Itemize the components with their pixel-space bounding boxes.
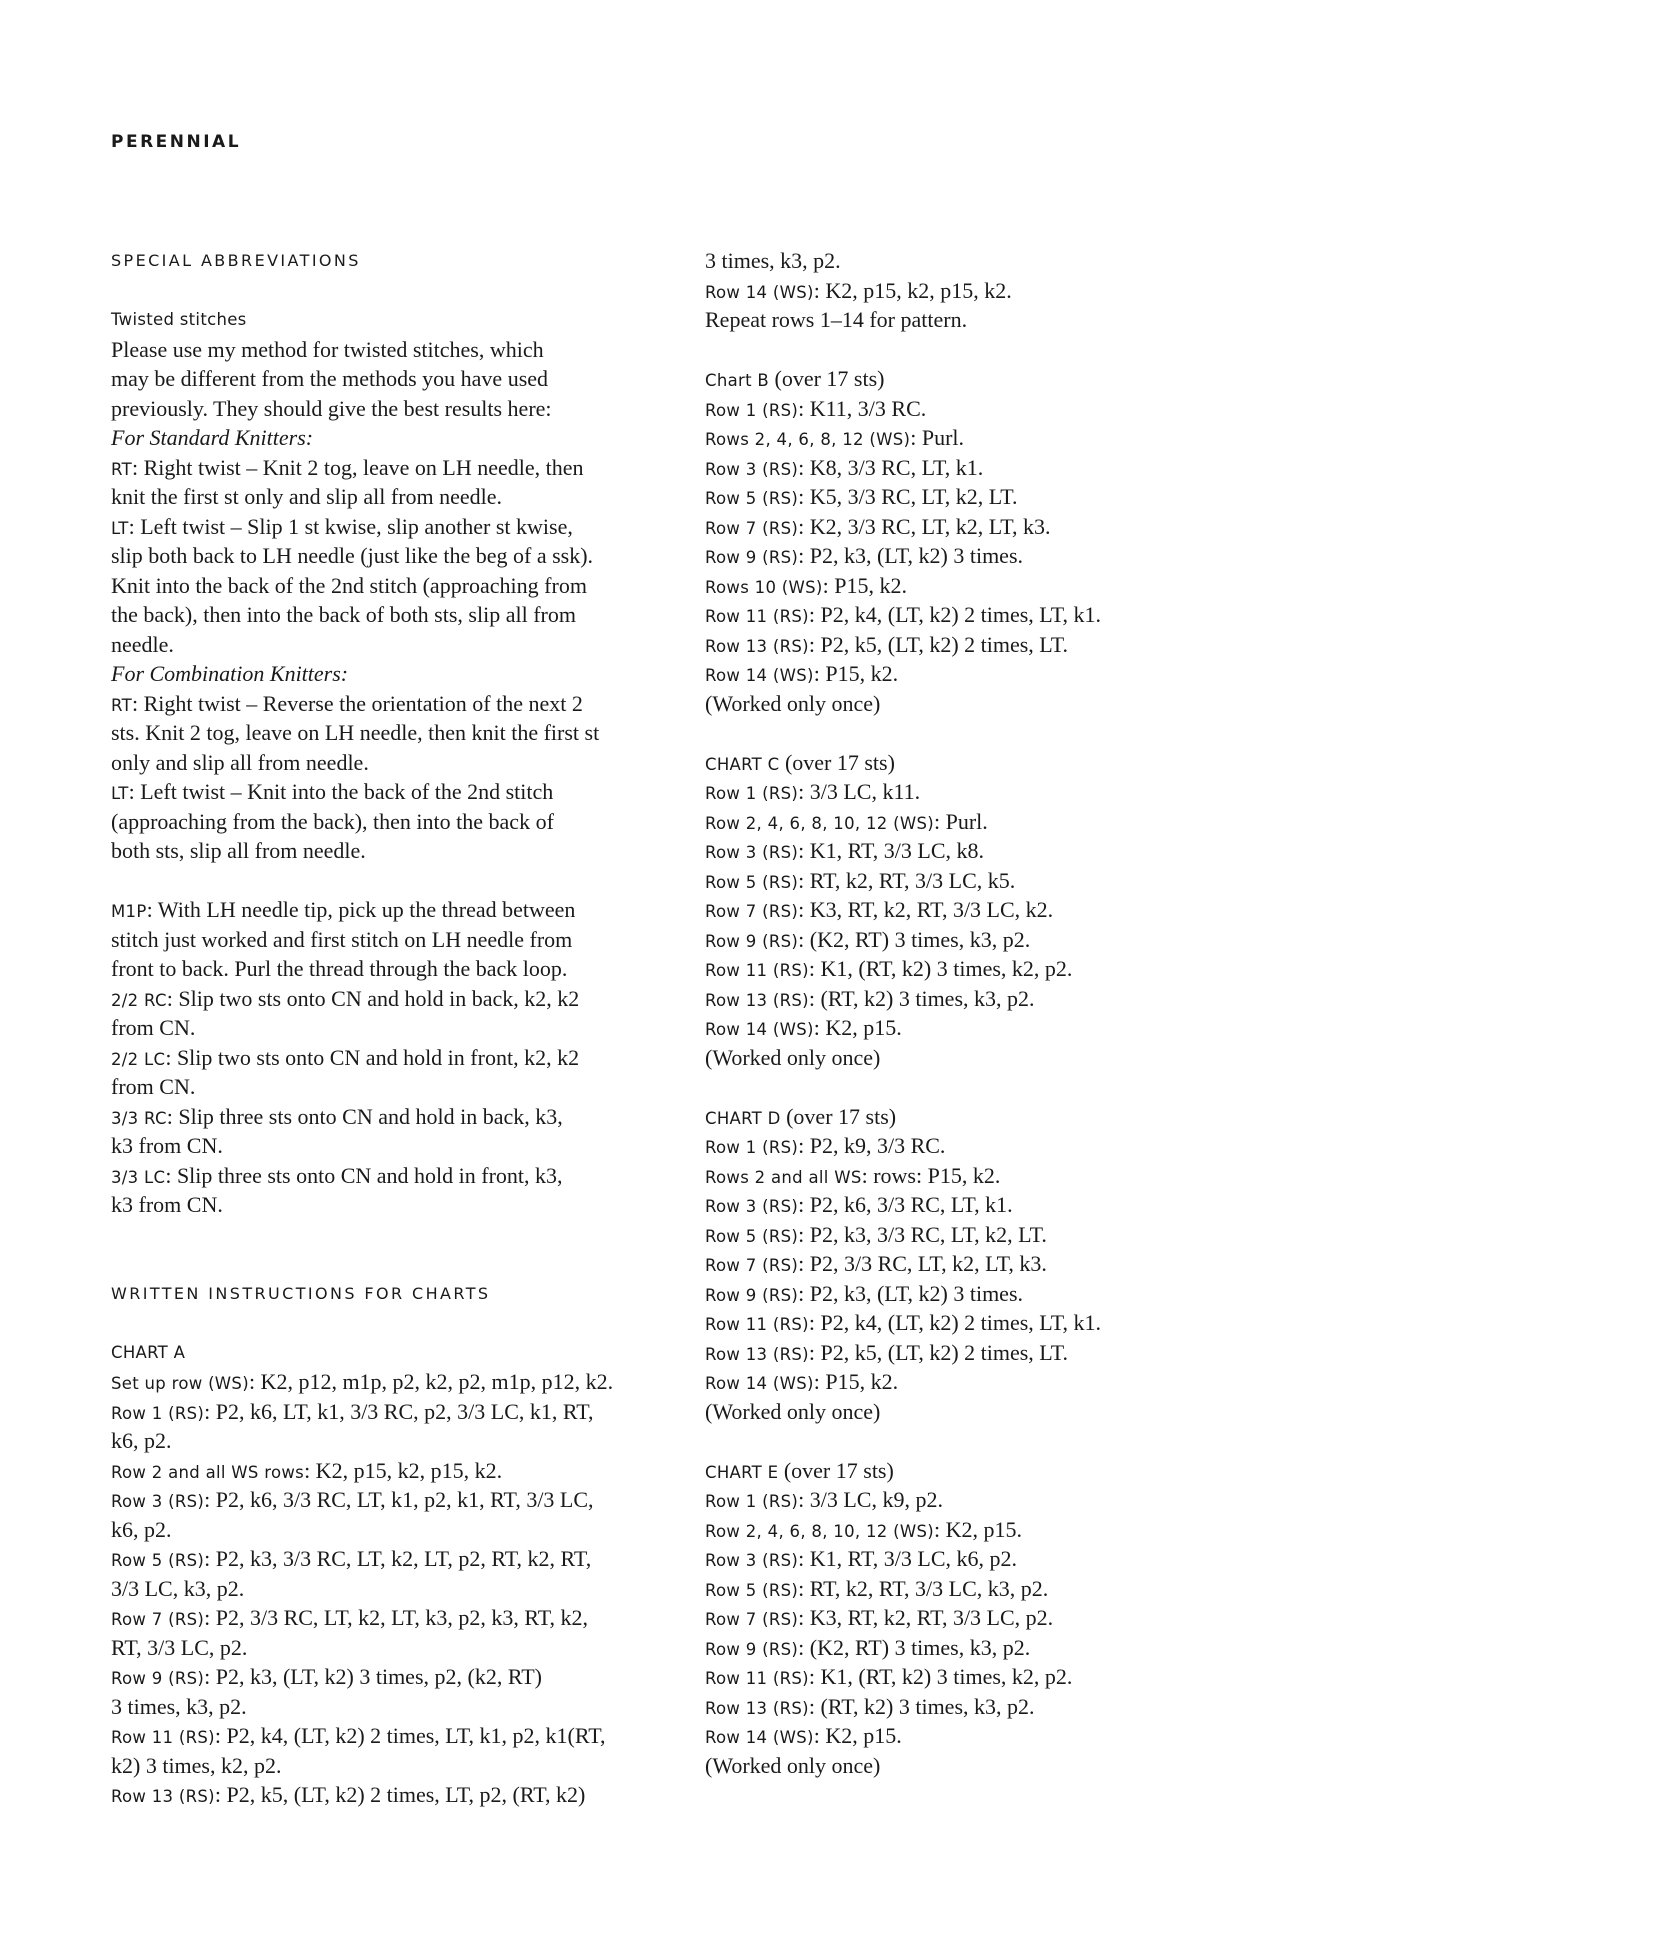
text-line: k3 from CN.	[111, 1133, 223, 1158]
term-label: Rows 2, 4, 6, 8, 12 (WS)	[705, 430, 911, 449]
text-line: RT, 3/3 LC, p2.	[111, 1634, 248, 1660]
term-label: Row 7 (RS)	[705, 518, 799, 538]
term-label: Row 3 (RS)	[111, 1492, 205, 1511]
term-text: : P2, 3/3 RC, LT, k2, LT, k3.	[798, 1251, 1047, 1276]
instruction-line	[705, 1633, 1275, 1663]
right-column	[705, 246, 1275, 1780]
term-label: Row 11 (RS)	[705, 607, 809, 626]
term-text: : Right twist – Knit 2 tog, leave on LH needle, then	[131, 454, 584, 480]
term-label: Row 7 (RS)	[705, 1610, 799, 1629]
instruction-line	[705, 1161, 1275, 1191]
term-text: : Slip three sts onto CN and hold in back, k3,	[166, 1103, 563, 1129]
instruction-line	[111, 1043, 681, 1073]
term-text: : P15, k2.	[822, 572, 908, 598]
term-label: Row 3 (RS)	[705, 1197, 799, 1216]
term-label: Row 11 (RS)	[705, 1315, 809, 1334]
instruction-line	[705, 1131, 1275, 1161]
spacer	[705, 718, 1275, 748]
text-line: only and slip all from needle.	[111, 749, 369, 775]
instruction-line	[705, 600, 1275, 630]
term-label: Row 11 (RS)	[111, 1728, 215, 1747]
term-label: Rows 10 (WS)	[705, 577, 823, 597]
term-label: Row 3 (RS)	[705, 1551, 799, 1570]
term-label: Row 1 (RS)	[705, 1138, 799, 1157]
spacer	[111, 866, 681, 896]
instruction-line	[111, 512, 681, 542]
instruction-line	[705, 1249, 1275, 1279]
term-label: Row 7 (RS)	[111, 1610, 205, 1629]
instruction-line	[705, 836, 1275, 866]
italic-subheading: For Combination Knitters:	[111, 661, 349, 686]
term-text: : K2, 3/3 RC, LT, k2, LT, k3.	[798, 513, 1051, 539]
term-label: Row 9 (RS)	[111, 1669, 205, 1688]
term-text: : P2, 3/3 RC, LT, k2, LT, k3, p2, k3, RT, k2,	[204, 1605, 589, 1630]
text-line: slip both back to LH needle (just like the beg of a ssk).	[111, 543, 594, 568]
instruction-line	[111, 895, 681, 925]
term-label: M1P	[111, 902, 147, 921]
instruction-line	[705, 777, 1275, 807]
instruction-line	[111, 1721, 681, 1751]
term-label: Row 1 (RS)	[705, 400, 799, 420]
term-label: Row 5 (RS)	[705, 1580, 799, 1600]
term-text: : P15, k2.	[813, 661, 899, 686]
term-text: : RT, k2, RT, 3/3 LC, k3, p2.	[798, 1575, 1049, 1601]
term-label: Row 9 (RS)	[705, 1639, 799, 1659]
term-text: (over 17 sts)	[779, 749, 895, 775]
term-label: Row 13 (RS)	[705, 1698, 809, 1718]
instruction-line	[111, 984, 681, 1014]
term-text: (over 17 sts)	[778, 1457, 894, 1483]
instruction-line	[705, 1603, 1275, 1633]
instruction-line	[111, 1397, 681, 1427]
instruction-line	[705, 1515, 1275, 1545]
term-label: 2/2 LC	[111, 1049, 166, 1069]
term-text: : K1, (RT, k2) 3 times, k2, p2.	[808, 956, 1073, 981]
text-line: Repeat rows 1–14 for pattern.	[705, 307, 968, 332]
term-label: CHART D	[705, 1108, 781, 1128]
term-text: : Right twist – Reverse the orientation of the next 2	[131, 690, 583, 716]
instruction-line	[705, 512, 1275, 542]
instruction-line	[705, 364, 1275, 394]
section-heading: SPECIAL ABBREVIATIONS	[111, 251, 361, 270]
text-line: (Worked only once)	[705, 690, 881, 716]
term-label: RT	[111, 459, 132, 479]
term-label: Row 7 (RS)	[705, 1256, 799, 1275]
term-text: : RT, k2, RT, 3/3 LC, k5.	[798, 867, 1016, 893]
text-line: k6, p2.	[111, 1516, 172, 1542]
instruction-line	[705, 925, 1275, 955]
term-text: : K1, (RT, k2) 3 times, k2, p2.	[808, 1664, 1073, 1689]
term-text: : K2, p15.	[813, 1723, 902, 1748]
subheading: Twisted stitches	[111, 310, 247, 329]
term-label: Row 14 (WS)	[705, 1020, 814, 1039]
instruction-line	[705, 1220, 1275, 1250]
term-text: : K2, p15, k2, p15, k2.	[813, 277, 1012, 303]
instruction-line	[705, 1338, 1275, 1368]
term-label: Row 1 (RS)	[705, 784, 799, 803]
term-label: Row 1 (RS)	[111, 1403, 205, 1423]
term-label: Row 11 (RS)	[705, 1669, 809, 1688]
section-heading: WRITTEN INSTRUCTIONS FOR CHARTS	[111, 1283, 491, 1303]
term-label: 2/2 RC	[111, 990, 167, 1010]
instruction-line	[111, 1161, 681, 1191]
text-line: previously. They should give the best results here:	[111, 395, 552, 421]
term-text: : K2, p15, k2, p15, k2.	[304, 1457, 503, 1483]
term-text: : K5, 3/3 RC, LT, k2, LT.	[798, 484, 1018, 509]
instruction-line	[705, 1485, 1275, 1515]
term-text: : P2, k9, 3/3 RC.	[798, 1133, 946, 1158]
instruction-line	[705, 482, 1275, 512]
left-column	[111, 246, 681, 1810]
instruction-line	[705, 1102, 1275, 1132]
term-label: CHART C	[705, 754, 780, 774]
term-label: CHART E	[705, 1462, 779, 1482]
term-label: Chart B	[705, 371, 770, 390]
term-label: Row 5 (RS)	[705, 872, 799, 892]
instruction-line	[705, 423, 1275, 453]
instruction-line	[705, 1544, 1275, 1574]
instruction-line	[111, 1544, 681, 1574]
term-text: : P2, k5, (LT, k2) 2 times, LT.	[808, 1339, 1069, 1365]
text-line: sts. Knit 2 tog, leave on LH needle, then knit the first st	[111, 720, 600, 745]
term-text: : P2, k5, (LT, k2) 2 times, LT.	[808, 631, 1069, 657]
instruction-line	[705, 1279, 1275, 1309]
instruction-line	[705, 1367, 1275, 1397]
spacer	[705, 1426, 1275, 1456]
instruction-line	[705, 1662, 1275, 1692]
term-label: Row 5 (RS)	[705, 1226, 799, 1246]
term-label: Row 14 (WS)	[705, 1374, 814, 1393]
term-label: Row 9 (RS)	[705, 548, 799, 567]
term-text: : (RT, k2) 3 times, k3, p2.	[808, 985, 1035, 1011]
instruction-line	[705, 866, 1275, 896]
text-line: stitch just worked and first stitch on LH needle from	[111, 926, 573, 952]
term-label: Row 14 (WS)	[705, 1728, 814, 1747]
term-label: Row 2, 4, 6, 8, 10, 12 (WS)	[705, 813, 934, 833]
term-label: LT	[111, 518, 129, 538]
text-line: 3 times, k3, p2.	[111, 1693, 247, 1719]
instruction-line	[705, 394, 1275, 424]
instruction-line	[111, 453, 681, 483]
term-label: LT	[111, 784, 129, 803]
instruction-line	[705, 276, 1275, 306]
term-label: Row 11 (RS)	[705, 961, 809, 980]
instruction-line	[705, 1574, 1275, 1604]
term-text: : P2, k5, (LT, k2) 2 times, LT, p2, (RT, k2)	[214, 1782, 586, 1807]
instruction-line	[111, 777, 681, 807]
term-text: : Purl.	[910, 425, 965, 450]
instruction-line	[111, 1456, 681, 1486]
term-text: (over 17 sts)	[769, 366, 885, 391]
text-line: needle.	[111, 631, 174, 657]
term-text: : P2, k4, (LT, k2) 2 times, LT, k1.	[808, 1310, 1102, 1335]
instruction-line	[111, 1485, 681, 1515]
instruction-line	[705, 748, 1275, 778]
instruction-line	[705, 630, 1275, 660]
term-text: : Left twist – Knit into the back of the 2nd stitch	[128, 779, 554, 804]
spacer	[705, 1072, 1275, 1102]
text-line: may be different from the methods you have used	[111, 366, 549, 391]
term-text: : Purl.	[934, 808, 988, 834]
term-label: Row 13 (RS)	[111, 1787, 215, 1806]
text-line: both sts, slip all from needle.	[111, 838, 366, 863]
instruction-line	[111, 1662, 681, 1692]
instruction-line	[705, 1692, 1275, 1722]
text-line: k3 from CN.	[111, 1192, 223, 1217]
term-text: : P2, k4, (LT, k2) 2 times, LT, k1, p2, k1(RT,	[214, 1723, 606, 1748]
term-text: : With LH needle tip, pick up the thread between	[146, 897, 576, 922]
text-line: 3 times, k3, p2.	[705, 248, 841, 273]
term-label: Row 1 (RS)	[705, 1492, 799, 1511]
text-line: front to back. Purl the thread through the back loop.	[111, 956, 568, 981]
term-text: : (K2, RT) 3 times, k3, p2.	[798, 1634, 1031, 1660]
term-label: 3/3 RC	[111, 1108, 167, 1128]
instruction-line	[705, 1308, 1275, 1338]
instruction-line	[705, 984, 1275, 1014]
instruction-line	[705, 954, 1275, 984]
instruction-line	[111, 1367, 681, 1397]
term-text: : P2, k6, LT, k1, 3/3 RC, p2, 3/3 LC, k1, RT,	[204, 1398, 594, 1424]
term-text: : K3, RT, k2, RT, 3/3 LC, k2.	[798, 897, 1054, 922]
text-line: Knit into the back of the 2nd stitch (approaching from	[111, 572, 587, 598]
term-label: Row 13 (RS)	[705, 636, 809, 656]
term-label: Set up row (WS)	[111, 1374, 249, 1393]
term-text: : rows: P15, k2.	[861, 1162, 1001, 1188]
term-text: : P2, k4, (LT, k2) 2 times, LT, k1.	[808, 602, 1102, 627]
text-line: (Worked only once)	[705, 1752, 881, 1778]
instruction-line	[705, 1013, 1275, 1043]
term-text: : K2, p15.	[934, 1516, 1022, 1542]
term-label: Row 7 (RS)	[705, 902, 799, 921]
running-head: PERENNIAL	[111, 132, 242, 152]
term-text: : Left twist – Slip 1 st kwise, slip another st kwise,	[128, 513, 573, 539]
text-line: from CN.	[111, 1015, 196, 1040]
term-text: : (RT, k2) 3 times, k3, p2.	[808, 1693, 1035, 1719]
term-text: (over 17 sts)	[780, 1103, 897, 1129]
term-text: : P2, k6, 3/3 RC, LT, k1, p2, k1, RT, 3/3 LC,	[204, 1487, 594, 1512]
term-label: Row 2, 4, 6, 8, 10, 12 (WS)	[705, 1521, 934, 1541]
spacer	[111, 1220, 681, 1250]
term-text: : P2, k3, (LT, k2) 3 times.	[798, 543, 1024, 568]
instruction-line	[705, 571, 1275, 601]
term-text: : K3, RT, k2, RT, 3/3 LC, p2.	[798, 1605, 1054, 1630]
text-line: k6, p2.	[111, 1428, 172, 1453]
term-text: : P2, k3, 3/3 RC, LT, k2, LT.	[798, 1221, 1047, 1247]
text-line: (approaching from the back), then into the back of	[111, 808, 554, 834]
term-label: Row 13 (RS)	[705, 990, 809, 1010]
spacer	[111, 1249, 681, 1279]
text-line: from CN.	[111, 1074, 196, 1099]
term-label: Row 14 (WS)	[705, 282, 814, 302]
term-label: Row 9 (RS)	[705, 1285, 799, 1305]
instruction-line	[111, 689, 681, 719]
term-text: : P2, k6, 3/3 RC, LT, k1.	[798, 1192, 1013, 1217]
term-label: Row 3 (RS)	[705, 843, 799, 862]
text-line: k2) 3 times, k2, p2.	[111, 1752, 282, 1778]
term-text: : P15, k2.	[813, 1369, 899, 1394]
term-text: : P2, k3, (LT, k2) 3 times, p2, (k2, RT)	[204, 1664, 542, 1689]
italic-subheading: For Standard Knitters:	[111, 425, 314, 450]
instruction-line	[111, 1603, 681, 1633]
instruction-line	[705, 1456, 1275, 1486]
instruction-line	[111, 1102, 681, 1132]
text-line: (Worked only once)	[705, 1398, 881, 1424]
text-line: the back), then into the back of both sts, slip all from	[111, 602, 576, 627]
text-line: Please use my method for twisted stitches, which	[111, 336, 544, 362]
instruction-line	[705, 659, 1275, 689]
term-text: : K2, p15.	[813, 1015, 902, 1040]
text-line: (Worked only once)	[705, 1044, 881, 1070]
term-label: Row 5 (RS)	[705, 489, 799, 508]
term-text: : 3/3 LC, k11.	[798, 779, 921, 804]
instruction-line	[705, 807, 1275, 837]
term-text: : P2, k3, (LT, k2) 3 times.	[798, 1280, 1024, 1306]
term-text: : (K2, RT) 3 times, k3, p2.	[798, 926, 1031, 952]
spacer	[111, 1308, 681, 1338]
instruction-line	[705, 541, 1275, 571]
instruction-line	[705, 1190, 1275, 1220]
spacer	[705, 335, 1275, 365]
instruction-line	[111, 1780, 681, 1810]
term-text: : K1, RT, 3/3 LC, k6, p2.	[798, 1546, 1018, 1571]
term-text: : Slip two sts onto CN and hold in front, k2, k2	[165, 1044, 580, 1070]
term-text: : K8, 3/3 RC, LT, k1.	[798, 454, 984, 480]
text-line: 3/3 LC, k3, p2.	[111, 1575, 245, 1601]
term-label: RT	[111, 695, 132, 715]
term-label: Row 3 (RS)	[705, 459, 799, 479]
text-line: knit the first st only and slip all from needle.	[111, 484, 503, 509]
instruction-line	[705, 895, 1275, 925]
term-text: : K1, RT, 3/3 LC, k8.	[798, 838, 985, 863]
term-label: Row 5 (RS)	[111, 1551, 205, 1570]
subheading: CHART A	[111, 1342, 186, 1362]
term-label: Row 9 (RS)	[705, 931, 799, 951]
instruction-line	[705, 1721, 1275, 1751]
term-label: Row 2 and all WS rows	[111, 1462, 305, 1482]
term-text: : Slip two sts onto CN and hold in back, k2, k2	[166, 985, 580, 1011]
instruction-line	[705, 453, 1275, 483]
spacer	[111, 276, 681, 306]
term-label: Row 14 (WS)	[705, 666, 814, 685]
term-text: : K11, 3/3 RC.	[798, 395, 927, 421]
term-label: Row 13 (RS)	[705, 1344, 809, 1364]
term-label: 3/3 LC	[111, 1167, 166, 1187]
term-text: : K2, p12, m1p, p2, k2, p2, m1p, p12, k2.	[248, 1369, 614, 1394]
term-label: Rows 2 and all WS	[705, 1167, 862, 1187]
term-text: : P2, k3, 3/3 RC, LT, k2, LT, p2, RT, k2, RT,	[204, 1546, 592, 1571]
term-text: : 3/3 LC, k9, p2.	[798, 1487, 943, 1512]
term-text: : Slip three sts onto CN and hold in front, k3,	[165, 1162, 563, 1188]
